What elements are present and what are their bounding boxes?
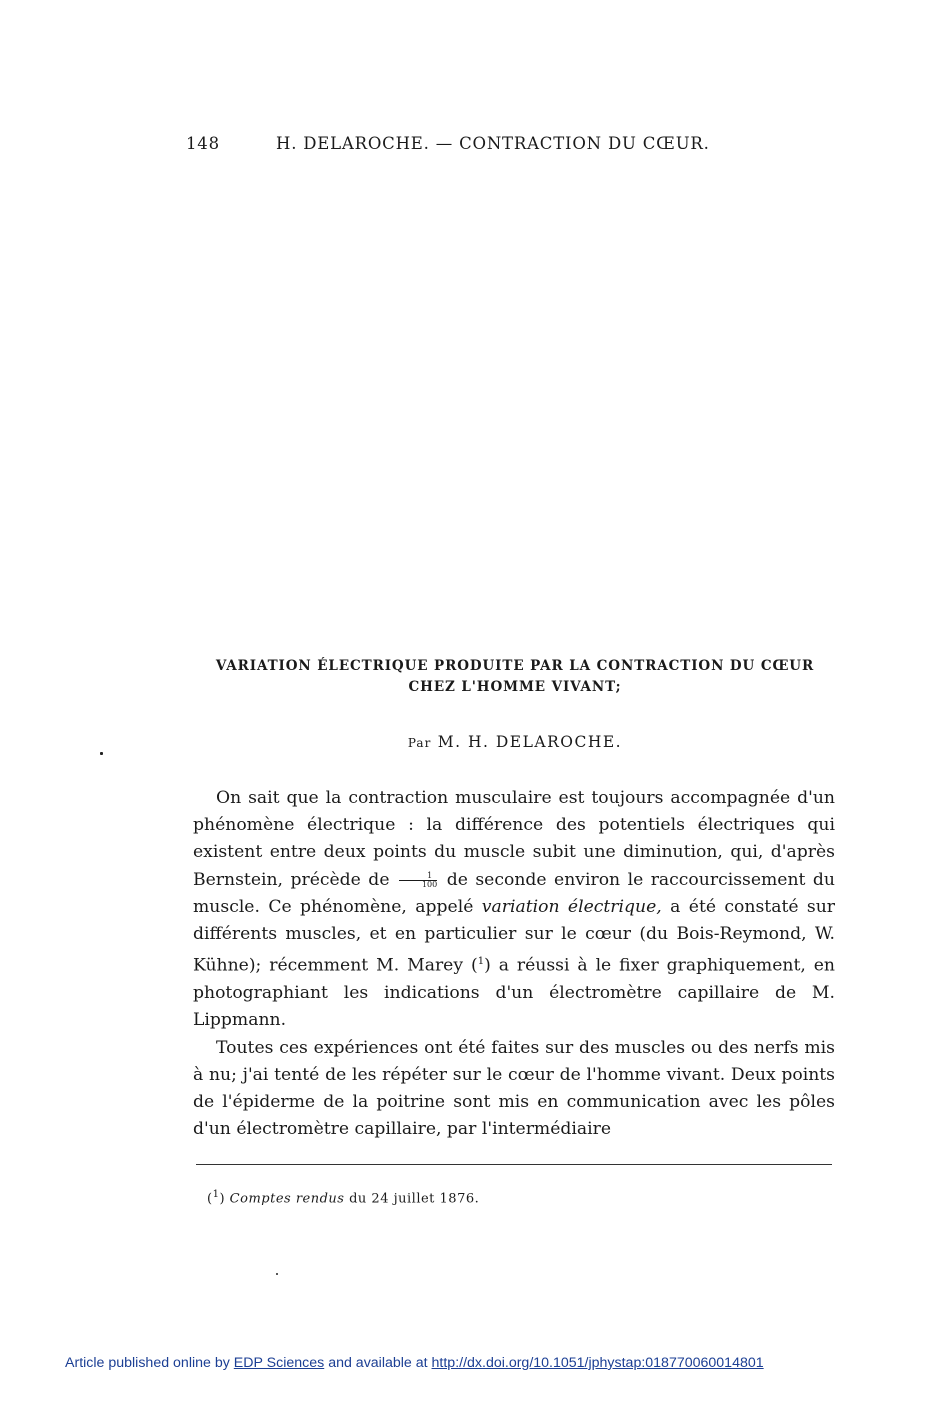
article-title (200, 656, 830, 698)
scan-speck (276, 1273, 278, 1275)
italic-term: variation électrique, (481, 896, 662, 917)
footnote-text: du 24 juillet 1876. (349, 1191, 480, 1207)
paragraph-1-text-c: a été constaté sur différents muscles, et en particulier sur le cœur (du Bois-Reymond, W. Kühne); récemment M. Marey ( (193, 896, 836, 976)
article-title-line-2: CHEZ L'HOMME VIVANT; (408, 679, 622, 695)
paragraph-2: Toutes ces expériences ont été faites sur des muscles ou des nerfs mis à nu; j'ai tenté de les répéter sur le cœur de l'homme vivant. Deux points de l'épiderme de la poitrine sont mis en communication avec les pôles d'un électromètre capillaire, par l'intermédiaire (193, 1037, 835, 1140)
byline-author: M. H. DELAROCHE. (437, 733, 623, 751)
fraction (399, 872, 437, 889)
paragraph-1 (193, 785, 835, 1035)
scan-speck (100, 752, 103, 755)
running-header (186, 134, 746, 158)
footnote-italic: Comptes rendus (229, 1191, 345, 1207)
page-number: 148 (186, 134, 220, 153)
paragraph-1-text-b: de seconde environ le raccourcissement du muscle. Ce phénomène, appelé (193, 869, 835, 917)
footer-prefix: Article published online by (65, 1355, 230, 1371)
fraction-denominator: 100 (421, 879, 438, 889)
article-title-line-1: VARIATION ÉLECTRIQUE PRODUITE PAR LA CONTRACTION DU CŒUR (215, 658, 815, 674)
footnote: ($^1$) Comptes rendus du 24 juillet 1876. (207, 1189, 480, 1207)
byline (200, 733, 830, 751)
publisher-link[interactable]: EDP Sciences (233, 1355, 325, 1371)
footnote-separator (196, 1164, 832, 1165)
article-body (193, 785, 835, 1143)
paragraph-1-text-d: ) a réussi à le fixer graphiquement, en photographiant les indications d'un électromètre capillaire de M. Lippmann. (193, 955, 835, 1031)
fraction-numerator: 1 (399, 872, 437, 881)
footer-middle: and available at (328, 1355, 428, 1371)
publication-footer (65, 1355, 764, 1371)
doi-link[interactable]: http://dx.doi.org/10.1051/jphystap:018770060014801 (431, 1355, 764, 1371)
running-title: H. DELAROCHE. — CONTRACTION DU CŒUR. (276, 134, 710, 153)
paragraph-1-text-a: On sait que la contraction musculaire est toujours accompagnée d'un phénomène électrique : la différence des potentiels électriques qui existent entre deux points du muscle subit une diminution, qui, d'après Bernstein, précède de (193, 788, 835, 890)
footnote-marker: 1 (212, 1189, 220, 1200)
footnote-reference: 1 (477, 956, 485, 968)
byline-prefix: Par (407, 736, 432, 750)
